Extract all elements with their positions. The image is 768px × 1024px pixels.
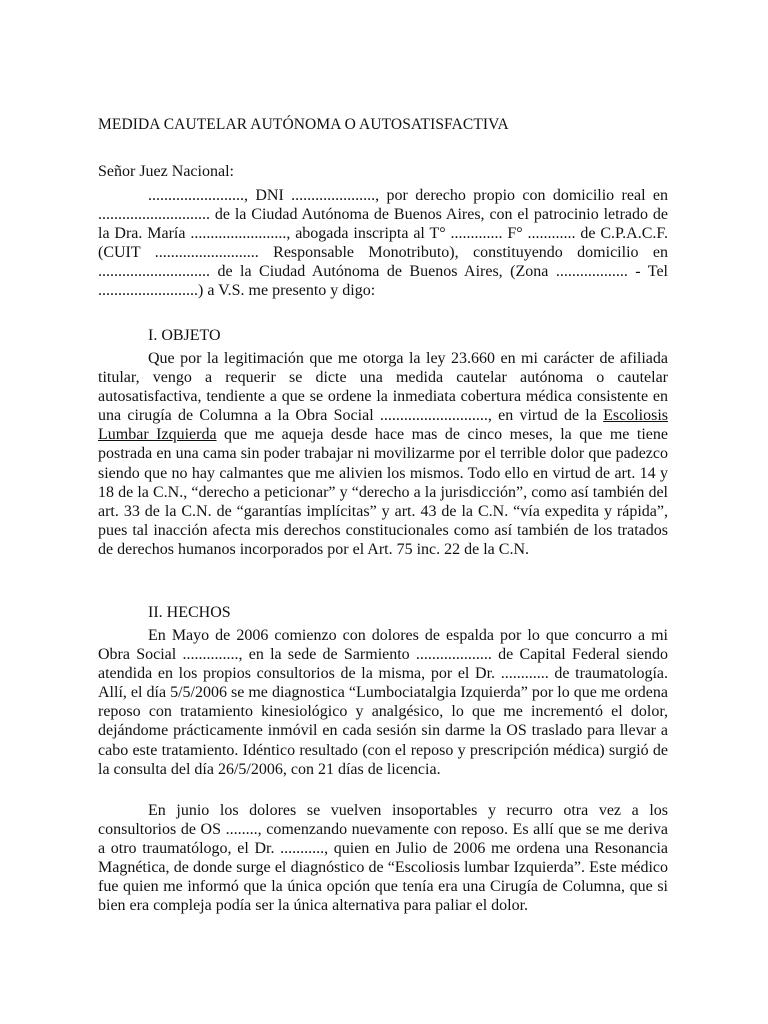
section-heading-hechos: II. HECHOS — [148, 604, 231, 621]
diagnosis-underlined: Escoliosis Lumbar Izquierda — [98, 407, 668, 444]
intro-paragraph: ........................, DNI ....................., por derecho propio con domicilio real en ............................ de la Ciudad Autónoma de Buenos Aires, con el patrocinio letrado de la Dra. María ........................, abogada inscripta al T° ............. F° ............ de C.P.A.C.F. (CUIT .......................... Responsable Monotributo), constituyendo domicilio en ............................ de la Ciudad Autónoma de Buenos Aires, (Zona .................. - Tel .........................) a V.S. me presento y digo: — [98, 187, 668, 300]
objeto-text-after: que me aqueja desde hace mas de cinco meses, la que me tiene postrada en una cama sin poder trabajar ni movilizarme por el terrible dolor que padezco siendo que no hay calmantes que me alivien los mismos. Todo ello en virtud de art. 14 y 18 de la C.N., “derecho a peticionar” y “derecho a la jurisdicción”, como así también del art. 33 de la C.N. de “garantías implícitas” y art. 43 de la C.N. “vía expedita y rápida”, pues tal inacción afecta mis derechos constitucionales como así también de los tratados de derechos humanos incorporados por el Art. 75 inc. 22 de la C.N. — [98, 426, 668, 558]
section-heading-objeto: I. OBJETO — [148, 327, 221, 344]
greeting: Señor Juez Nacional: — [98, 163, 234, 180]
hechos-paragraph-1: En Mayo de 2006 comienzo con dolores de espalda por lo que concurro a mi Obra Social .............., en la sede de Sarmiento ................... de Capital Federal siendo atendida en los propios consultorios de la misma, por el Dr. ............ de traumatología. Allí, el día 5/5/2006 se me diagnostica “Lumbociatalgia Izquierda” por lo que me ordena reposo con tratamiento kinesiológico y analgésico, lo que me incrementó el dolor, dejándome prácticamente inmóvil en cada sesión sin darme la OS traslado para llevar a cabo este tratamiento. Idéntico resultado (con el reposo y prescripción médica) surgió de la consulta del día 26/5/2006, con 21 días de licencia. — [98, 627, 668, 778]
document-title: MEDIDA CAUTELAR AUTÓNOMA O AUTOSATISFACTIVA — [98, 116, 509, 133]
objeto-text-before: Que por la legitimación que me otorga la ley 23.660 en mi carácter de afiliada titular, vengo a requerir se dicte una medida cautelar autónoma o cautelar autosatisfactiva, tendiente a que se ordene la inmediata cobertura médica consistente en una cirugía de Columna a la Obra Social ..........................., en virtud de la — [98, 350, 668, 425]
hechos-paragraph-2: En junio los dolores se vuelven insoportables y recurro otra vez a los consultorios de OS ........, comenzando nuevamente con reposo. Es allí que se me deriva a otro traumatólogo, el Dr. ..........., quien en Julio de 2006 me ordena una Resonancia Magnética, de donde surge el diagnóstico de “Escoliosis lumbar Izquierda”. Este médico fue quien me informó que la única opción que tenía era una Cirugía de Columna, que si bien era compleja podía ser la única alternativa para paliar el dolor. — [98, 802, 668, 915]
objeto-paragraph — [98, 349, 668, 559]
